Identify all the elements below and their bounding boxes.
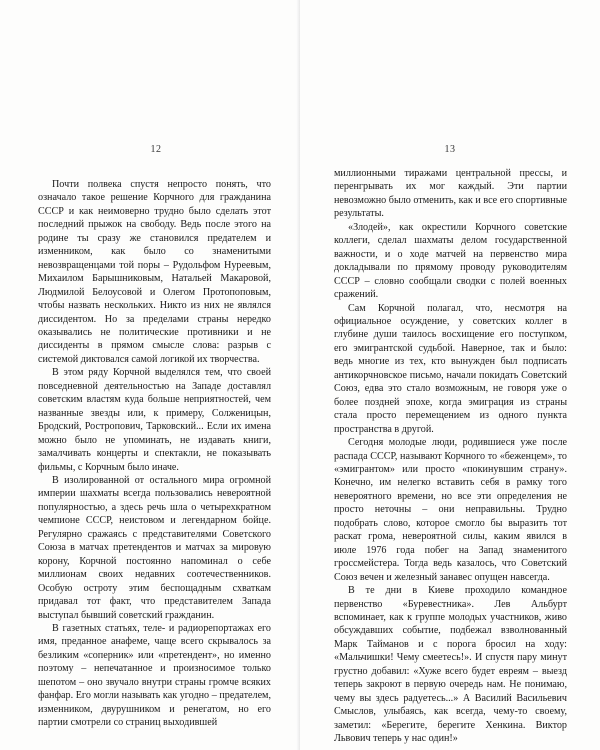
left-page-text	[38, 178, 271, 730]
right-page	[300, 0, 600, 750]
left-page-number: 12	[150, 144, 162, 155]
paragraph: В газетных статьях, теле- и радиорепортажах его имя, преданное анафеме, чаще всего скрывалось за безликим «соперник» или «претендент», но именно поэтому – непечатанное и произносимое только шепотом – оно звучало внутри страны громче всяких фанфар. Его могли называть как угодно – предателем, изменником, двурушником и ренегатом, но его партии смотрели со страниц выходившей	[38, 622, 271, 729]
paragraph: В те дни в Киеве проходило командное первенство «Буревестника». Лев Альбурт вспоминает, как к группе молодых участников, живо обсуждавших событие, подбежал взволнованный Марк Тайманов и с порога бросил на ходу: «Мальчишки! Чему смеетесь!». И спустя пару минут грустно добавил: «Хуже всего будет евреям – выезд теперь закроют в первую очередь нам. Не понимаю, чему вы здесь радуетесь...» А Василий Васильевич Смыслов, улыбаясь, как всегда, чему-то своему, заметил: «Берегите, берегите Хенкина. Виктор Львович теперь у нас один!»	[334, 585, 567, 745]
paragraph: Сам Корчной полагал, что, несмотря на официальное осуждение, у советских коллег в глубине души таилось восхищение его поступком, его эмигрантской судьбой. Наверное, так и было: ведь многие из тех, кто вынужден был подписать антикорчновское письмо, начали покидать Советский Союз, едва это стало возможным, не говоря уже о более поздней эпохе, когда эмиграция из страны стала просто перемещением из одного пункта пространства в другой.	[334, 302, 567, 435]
right-page-number: 13	[444, 144, 456, 155]
right-page-text	[334, 167, 567, 745]
paragraph: «Злодей», как окрестили Корчного советские коллеги, сделал шахматы делом государственной важности, и о ходе матчей на первенство мира докладывали по прямому проводу руководителям СССР – словно сообщали сводки с полей военных сражений.	[334, 221, 567, 301]
paragraph: В этом ряду Корчной выделялся тем, что своей повседневной деятельностью на Западе доставлял советским властям куда больше неприятностей, чем названные звезды или, к примеру, Солженицын, Бродский, Ростропович, Тарковский... Если их имена можно было не упоминать, не издавать книги, замалчивать концерты и спектакли, не показывать фильмы, с Корчным было иначе.	[38, 367, 271, 473]
paragraph-continued: миллионными тиражами центральной прессы, и перенгрывать их мог каждый. Эти партии невозможно было отменить, как и все его спортивные результаты.	[334, 168, 567, 220]
paragraph: В изолированной от остального мира огромной империи шахматы всегда пользовались невероятной популярностью, а здесь речь шла о четырехкратном чемпионе СССР, неистовом и легендарном бойце. Регулярно сражаясь с представителями Советского Союза в матчах претендентов и матчах за мировую корону, Корчной постоянно напоминал о себе миллионам своих недавних соотечественников. Особую остроту этим беспощадным схваткам придавал тот факт, что представителем Запада выступал бывший советский гражданин.	[38, 474, 271, 621]
paragraph: Почти полвека спустя непросто понять, что означало такое решение Корчного для гражданина СССР и как неимоверно трудно было сделать этот последний прыжок на свободу. Ведь после этого на родине ты сразу же становился предателем и изменником, как было со знаменитыми невозвращенцами той поры – Рудольфом Нуреевым, Михаилом Барышниковым, Натальей Макаровой, Людмилой Белоусовой и Олегом Протопоповым, чтобы назвать нескольких. Никто из них не являлся диссидентом. Но за пределами страны нередко оказывались не политические противники и не диссиденты в прямом смысле слова: разрыв с системой диктовался самой логикой их творчества.	[38, 179, 271, 365]
paragraph: Сегодня молодые люди, родившиеся уже после распада СССР, называют Корчного то «беженцем», то «эмигрантом» или просто «покинувшим страну». Конечно, им нелегко вставить себя в рамку того невероятного времени, но все эти определения не просто неточны – они неправильны. Трудно подобрать слово, которое смогло бы выразить тот раскат грома, невероятной силы, каким явился в июле 1976 года побег на Запад знаменитого гроссмейстера. Тогда ведь казалось, что Советский Союз вечен и железный занавес опущен навсегда.	[334, 437, 567, 583]
